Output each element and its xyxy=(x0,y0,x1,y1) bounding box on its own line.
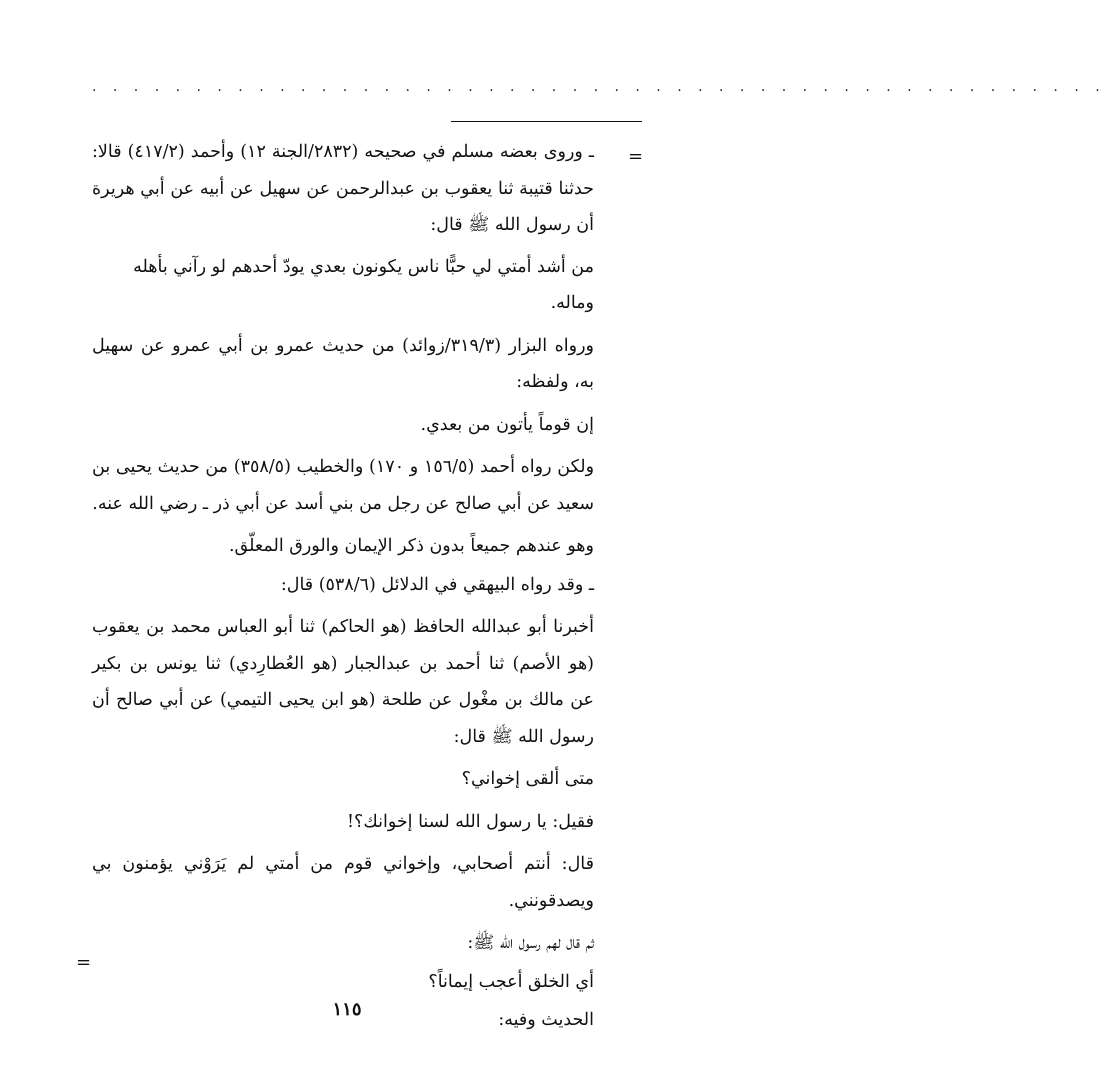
hadith-question-faith: أي الخلق أعجب إيماناً؟ xyxy=(428,971,594,992)
paragraph-bayhaqi-narration: ـ وقد رواه البيهقي في الدلائل (٥٣٨/٦) قال: xyxy=(280,574,594,595)
continuation-marker-top: = xyxy=(628,146,644,167)
paragraph-bazzar-narration: ورواه البزار (٣١٩/٣/زوائد) من حديث عمرو بن أبي عمرو عن سهيل به، ولفظه: xyxy=(92,335,595,392)
hadith-companions-reply: فقيل: يا رسول الله لسنا إخوانك؟! xyxy=(347,811,594,832)
paragraph-ahmad-khatib-narration: ولكن رواه أحمد (١٥٦/٥ و ١٧٠) والخطيب (٣٥٨/٥) من حديث يحيى بن سعيد عن أبي صالح عن رجل من بني أسد عن أبي ذر ـ رضي الله عنه. xyxy=(92,457,595,514)
continuation-marker-bottom: = xyxy=(76,952,92,973)
page-body xyxy=(92,134,594,1039)
header-dotted-line: . . . . . . . . . . . . . . . . . . . . . . . . . . . . . . . . . . . . . . . . . . . . . . . . . xyxy=(92,79,1106,95)
page-number: ١١٥ xyxy=(332,999,362,1020)
paragraph-muslim-narration: ـ وروى بعضه مسلم في صحيحه (٢٨٣٢/الجنة ١٢) وأحمد (٤١٧/٢) قالا: حدثنا قتيبة ثنا يعقوب بن عبدالرحمن عن سهيل عن أبيه عن أبي هريرة أن رسول الله ﷺ قال: xyxy=(92,142,595,235)
paragraph-chain-of-narrators: أخبرنا أبو عبدالله الحافظ (هو الحاكم) ثنا أبو العباس محمد بن يعقوب (هو الأصم) ثنا أحمد بن عبدالجبار (هو العُطارِدي) ثنا يونس بن بكير عن مالك بن مغْول عن طلحة (هو ابن يحيى التيمي) عن أبي صالح أن رسول الله ﷺ قال: xyxy=(92,617,594,747)
hadith-text-people-after-me: إن قوماً يأتون من بعدي. xyxy=(420,414,594,435)
hadith-text-love: من أشد أمتي لي حبًّا ناس يكونون بعدي يودّ أحدهم لو رآني بأهله وماله. xyxy=(133,256,594,313)
hadith-continues: الحديث وفيه: xyxy=(498,1010,594,1030)
paragraph-without-mention: وهو عندهم جميعاً بدون ذكر الإيمان والورق المعلّق. xyxy=(228,536,594,556)
hadith-question-brothers: متى ألقى إخواني؟ xyxy=(461,769,594,789)
footnote-rule xyxy=(451,121,642,122)
hadith-prophet-answer: قال: أنتم أصحابي، وإخواني قوم من أمتي لم يَرَوْني يؤمنون بي ويصدقونني. xyxy=(92,854,594,911)
hadith-then-said: ثم قال لهم رسول الله ﷺ: xyxy=(467,933,594,953)
